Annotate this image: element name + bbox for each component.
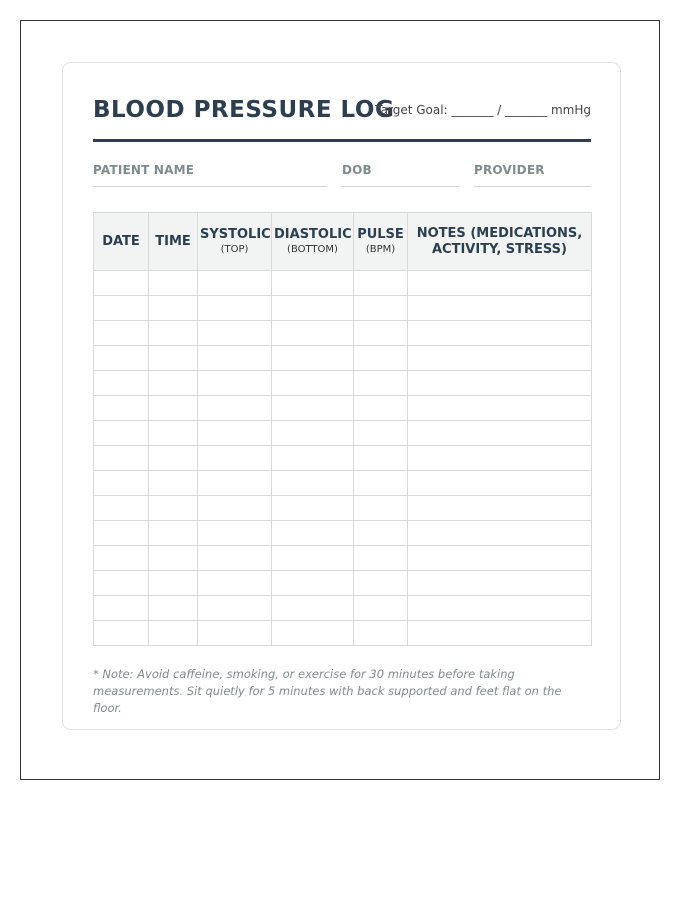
pulse-cell[interactable] <box>354 571 408 596</box>
diastolic-cell[interactable] <box>272 271 354 296</box>
goal-separator: / <box>497 103 502 117</box>
notes-cell[interactable] <box>408 346 592 371</box>
pulse-cell[interactable] <box>354 271 408 296</box>
systolic-cell[interactable] <box>198 346 272 371</box>
patient-name-label: PATIENT NAME <box>93 163 195 177</box>
diastolic-cell[interactable] <box>272 296 354 321</box>
target-goal <box>375 103 591 117</box>
column-header-notes: NOTES (MEDICATIONS, ACTIVITY, STRESS) <box>408 213 592 271</box>
target-goal-label: Target Goal: <box>375 103 448 117</box>
date-cell[interactable] <box>94 446 149 471</box>
systolic-cell[interactable] <box>198 546 272 571</box>
systolic-cell[interactable] <box>198 571 272 596</box>
systolic-cell[interactable] <box>198 271 272 296</box>
date-cell[interactable] <box>94 546 149 571</box>
page-frame <box>20 20 660 780</box>
systolic-cell[interactable] <box>198 521 272 546</box>
time-cell[interactable] <box>149 346 198 371</box>
pulse-cell[interactable] <box>354 421 408 446</box>
table-row <box>94 596 592 621</box>
time-cell[interactable] <box>149 321 198 346</box>
date-cell[interactable] <box>94 321 149 346</box>
notes-cell[interactable] <box>408 321 592 346</box>
log-body <box>94 271 592 646</box>
time-cell[interactable] <box>149 446 198 471</box>
goal-unit: mmHg <box>550 103 591 117</box>
pulse-cell[interactable] <box>354 446 408 471</box>
notes-cell[interactable] <box>408 296 592 321</box>
table-row <box>94 371 592 396</box>
time-cell[interactable] <box>149 496 198 521</box>
table-row <box>94 621 592 646</box>
time-cell[interactable] <box>149 596 198 621</box>
notes-cell[interactable] <box>408 471 592 496</box>
time-cell[interactable] <box>149 546 198 571</box>
time-cell[interactable] <box>149 396 198 421</box>
table-row <box>94 321 592 346</box>
pulse-cell[interactable] <box>354 521 408 546</box>
diastolic-cell[interactable] <box>272 571 354 596</box>
diastolic-cell[interactable] <box>272 521 354 546</box>
dob-label: DOB <box>342 163 372 177</box>
date-cell[interactable] <box>94 421 149 446</box>
pulse-cell[interactable] <box>354 546 408 571</box>
table-row <box>94 296 592 321</box>
diastolic-cell[interactable] <box>272 621 354 646</box>
diastolic-cell[interactable] <box>272 596 354 621</box>
diastolic-cell[interactable] <box>272 446 354 471</box>
column-header-date: DATE <box>94 213 149 271</box>
notes-cell[interactable] <box>408 596 592 621</box>
table-row <box>94 571 592 596</box>
date-cell[interactable] <box>94 521 149 546</box>
notes-cell[interactable] <box>408 521 592 546</box>
provider-label: PROVIDER <box>474 163 545 177</box>
pulse-cell[interactable] <box>354 496 408 521</box>
table-row <box>94 271 592 296</box>
log-table <box>93 212 592 646</box>
table-row <box>94 546 592 571</box>
date-cell[interactable] <box>94 471 149 496</box>
column-header-diastolic: DIASTOLIC (BOTTOM) <box>272 213 354 271</box>
diastolic-cell[interactable] <box>272 371 354 396</box>
date-cell[interactable] <box>94 496 149 521</box>
date-cell[interactable] <box>94 346 149 371</box>
diastolic-cell[interactable] <box>272 496 354 521</box>
notes-cell[interactable] <box>408 446 592 471</box>
time-cell[interactable] <box>149 271 198 296</box>
diastolic-goal-blank[interactable]: _______ <box>505 103 548 117</box>
systolic-goal-blank[interactable]: _______ <box>451 103 494 117</box>
notes-cell[interactable] <box>408 396 592 421</box>
notes-cell[interactable] <box>408 546 592 571</box>
time-cell[interactable] <box>149 521 198 546</box>
pulse-cell[interactable] <box>354 321 408 346</box>
date-cell[interactable] <box>94 371 149 396</box>
systolic-cell[interactable] <box>198 396 272 421</box>
table-row <box>94 521 592 546</box>
date-cell[interactable] <box>94 296 149 321</box>
header <box>93 97 591 142</box>
pulse-cell[interactable] <box>354 296 408 321</box>
dob-field[interactable] <box>342 163 459 187</box>
log-card <box>62 62 621 730</box>
notes-cell[interactable] <box>408 371 592 396</box>
provider-field[interactable] <box>474 163 591 187</box>
footnote: * Note: Avoid caffeine, smoking, or exercise for 30 minutes before taking measurements. Sit quietly for 5 minutes with back supported and feet flat on the floor. <box>93 667 562 715</box>
systolic-cell[interactable] <box>198 496 272 521</box>
pulse-cell[interactable] <box>354 596 408 621</box>
date-cell[interactable] <box>94 571 149 596</box>
diastolic-cell[interactable] <box>272 546 354 571</box>
pulse-cell[interactable] <box>354 396 408 421</box>
diastolic-cell[interactable] <box>272 421 354 446</box>
systolic-cell[interactable] <box>198 471 272 496</box>
notes-cell[interactable] <box>408 621 592 646</box>
pulse-cell[interactable] <box>354 371 408 396</box>
table-row <box>94 496 592 521</box>
column-header-pulse: PULSE (BPM) <box>354 213 408 271</box>
date-cell[interactable] <box>94 271 149 296</box>
page-title: BLOOD PRESSURE LOG <box>93 97 395 123</box>
systolic-cell[interactable] <box>198 596 272 621</box>
systolic-cell[interactable] <box>198 421 272 446</box>
table-header-row <box>94 213 592 271</box>
time-cell[interactable] <box>149 471 198 496</box>
time-cell[interactable] <box>149 571 198 596</box>
table-row <box>94 471 592 496</box>
systolic-cell[interactable] <box>198 621 272 646</box>
time-cell[interactable] <box>149 421 198 446</box>
notes-cell[interactable] <box>408 571 592 596</box>
systolic-cell[interactable] <box>198 321 272 346</box>
diastolic-cell[interactable] <box>272 321 354 346</box>
column-header-systolic: SYSTOLIC (TOP) <box>198 213 272 271</box>
notes-cell[interactable] <box>408 271 592 296</box>
table-row <box>94 396 592 421</box>
date-cell[interactable] <box>94 396 149 421</box>
diastolic-cell[interactable] <box>272 396 354 421</box>
pulse-cell[interactable] <box>354 471 408 496</box>
date-cell[interactable] <box>94 621 149 646</box>
date-cell[interactable] <box>94 596 149 621</box>
diastolic-cell[interactable] <box>272 471 354 496</box>
systolic-cell[interactable] <box>198 371 272 396</box>
systolic-cell[interactable] <box>198 296 272 321</box>
pulse-cell[interactable] <box>354 621 408 646</box>
diastolic-cell[interactable] <box>272 346 354 371</box>
time-cell[interactable] <box>149 296 198 321</box>
table-row <box>94 446 592 471</box>
table-row <box>94 421 592 446</box>
systolic-cell[interactable] <box>198 446 272 471</box>
time-cell[interactable] <box>149 371 198 396</box>
time-cell[interactable] <box>149 621 198 646</box>
patient-fields <box>93 163 591 187</box>
notes-cell[interactable] <box>408 421 592 446</box>
column-header-time: TIME <box>149 213 198 271</box>
patient-name-field[interactable] <box>93 163 327 187</box>
pulse-cell[interactable] <box>354 346 408 371</box>
table-row <box>94 346 592 371</box>
notes-cell[interactable] <box>408 496 592 521</box>
